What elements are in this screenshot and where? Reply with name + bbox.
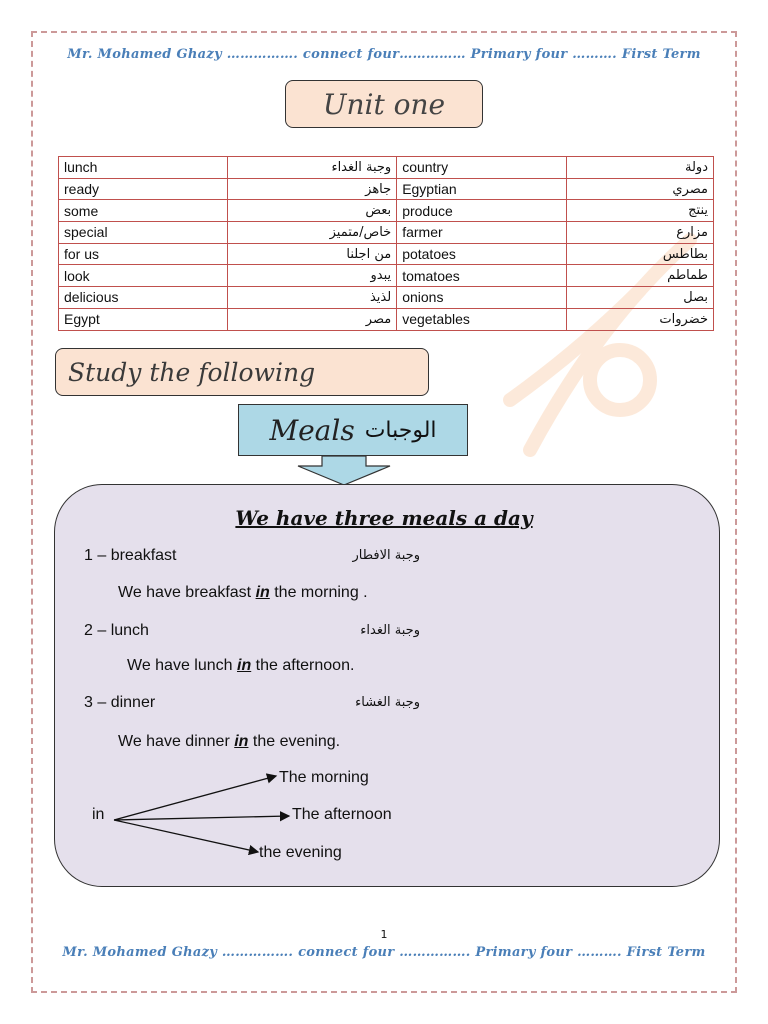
meal-sentence-breakfast: We have breakfast in the morning . xyxy=(118,584,368,601)
vocab-arabic-meaning: وجبة الغداء xyxy=(227,157,396,179)
vocab-arabic-meaning: ينتج xyxy=(567,200,714,222)
meal-arabic-dinner: وجبة الغشاء xyxy=(355,695,420,710)
vocab-arabic-meaning: دولة xyxy=(567,157,714,179)
diagram-arrow-morning xyxy=(114,776,276,820)
vocab-english-word: ready xyxy=(59,178,228,200)
meal-label-dinner: 3 – dinner xyxy=(84,694,156,711)
vocab-arabic-meaning: خاص/متميز xyxy=(227,222,396,244)
diagram-target-morning: The morning xyxy=(279,769,369,786)
vocab-arabic-meaning: مصري xyxy=(567,178,714,200)
meal-label-lunch: 2 – lunch xyxy=(84,622,149,639)
vocab-english-word: delicious xyxy=(59,287,228,309)
vocab-english-word: potatoes xyxy=(397,243,567,265)
study-heading: Study the following xyxy=(55,348,429,396)
unit-title: Unit one xyxy=(285,80,483,128)
vocab-arabic-meaning: بصل xyxy=(567,287,714,309)
preposition: in xyxy=(237,657,252,674)
page-footer: Mr. Mohamed Ghazy ……………. connect four ……………. Primary four ………. First Term xyxy=(62,945,706,960)
vocab-arabic-meaning: بعض xyxy=(227,200,396,222)
vocab-english-word: special xyxy=(59,222,228,244)
vocab-arabic-meaning: جاهز xyxy=(227,178,396,200)
vocab-arabic-meaning: بطاطس xyxy=(567,243,714,265)
meal-label-breakfast: 1 – breakfast xyxy=(84,547,177,564)
meals-english: Meals xyxy=(269,413,355,447)
vocab-english-word: farmer xyxy=(397,222,567,244)
vocab-arabic-meaning: مزارع xyxy=(567,222,714,244)
page-header: Mr. Mohamed Ghazy ……………. connect four…………… Primary four ………. First Term xyxy=(67,47,701,62)
preposition: in xyxy=(255,584,270,601)
vocab-english-word: Egyptian xyxy=(397,178,567,200)
panel-title: We have three meals a day xyxy=(235,506,533,530)
meal-arabic-lunch: وجبة الغداء xyxy=(360,623,420,638)
vocab-arabic-meaning: يبدو xyxy=(227,265,396,287)
page-number: 1 xyxy=(380,928,388,941)
preposition: in xyxy=(234,733,249,750)
vocab-english-word: tomatoes xyxy=(397,265,567,287)
diagram-target-afternoon: The afternoon xyxy=(292,806,392,823)
vocab-english-word: produce xyxy=(397,200,567,222)
vocab-english-word: lunch xyxy=(59,157,228,179)
vocab-english-word: Egypt xyxy=(59,308,228,330)
meals-arabic: الوجبات xyxy=(364,417,437,443)
meal-sentence-dinner: We have dinner in the evening. xyxy=(118,733,341,750)
vocab-english-word: for us xyxy=(59,243,228,265)
diagram-arrow-afternoon xyxy=(114,816,289,820)
diagram-arrow-evening xyxy=(114,820,258,852)
diagram-target-evening: the evening xyxy=(259,844,342,861)
vocab-english-word: look xyxy=(59,265,228,287)
vocab-arabic-meaning: لذيذ xyxy=(227,287,396,309)
meal-arabic-breakfast: وجبة الافطار xyxy=(352,548,420,563)
diagram-source: in xyxy=(92,806,105,823)
vocab-english-word: some xyxy=(59,200,228,222)
vocab-arabic-meaning: طماطم xyxy=(567,265,714,287)
vocab-arabic-meaning: مصر xyxy=(227,308,396,330)
vocab-english-word: onions xyxy=(397,287,567,309)
vocab-english-word: vegetables xyxy=(397,308,567,330)
vocab-arabic-meaning: من اجلنا xyxy=(227,243,396,265)
vocab-english-word: country xyxy=(397,157,567,179)
vocab-arabic-meaning: خضروات xyxy=(567,308,714,330)
meal-sentence-lunch: We have lunch in the afternoon. xyxy=(127,657,355,674)
